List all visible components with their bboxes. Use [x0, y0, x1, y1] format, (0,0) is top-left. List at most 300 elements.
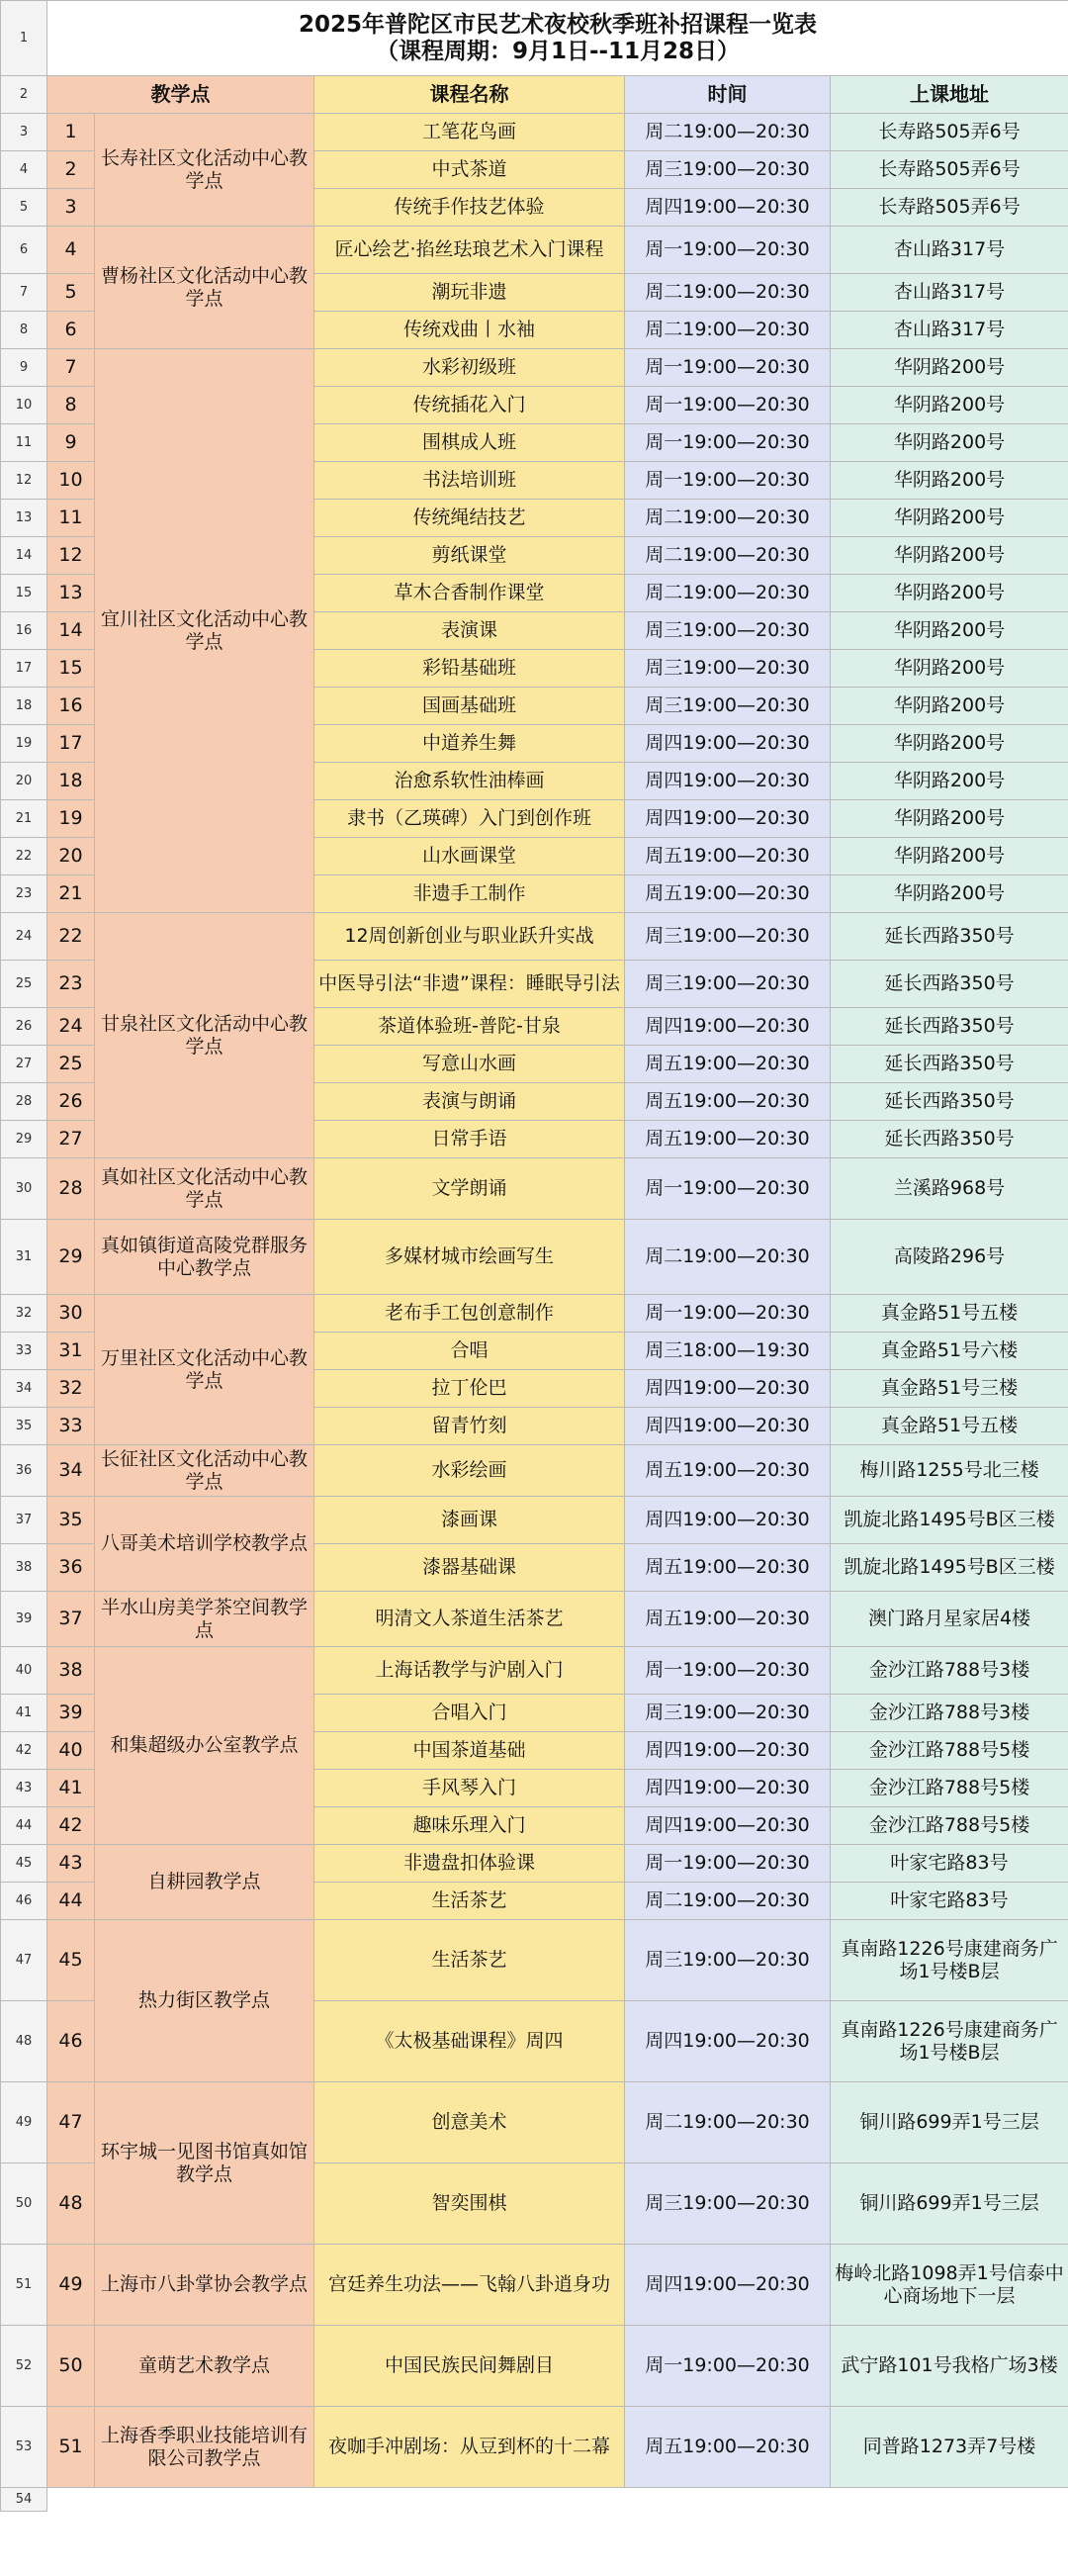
course-address: 武宁路101号我格广场3楼: [831, 2326, 1068, 2407]
row-number: 11: [1, 424, 47, 462]
course-address: 真金路51号五楼: [831, 1295, 1068, 1333]
course-number: 12: [47, 537, 95, 575]
course-time: 周四19:00—20:30: [625, 725, 831, 763]
course-name: 水彩初级班: [314, 349, 625, 387]
row-number: 40: [1, 1647, 47, 1695]
course-number: 29: [47, 1220, 95, 1295]
course-time: 周五19:00—20:30: [625, 838, 831, 875]
course-name: 匠心绘艺·掐丝珐琅艺术入门课程: [314, 227, 625, 274]
course-name: 生活茶艺: [314, 1920, 625, 2001]
course-address: 华阴路200号: [831, 575, 1068, 612]
course-name: 传统插花入门: [314, 387, 625, 424]
course-time: 周一19:00—20:30: [625, 462, 831, 500]
row-number: 34: [1, 1370, 47, 1408]
course-number: 8: [47, 387, 95, 424]
course-time: 周二19:00—20:30: [625, 2082, 831, 2163]
course-name: 拉丁伦巴: [314, 1370, 625, 1408]
course-number: 4: [47, 227, 95, 274]
teaching-site: 真如镇街道高陵党群服务中心教学点: [95, 1220, 314, 1295]
row-number: 21: [1, 800, 47, 838]
course-name: 多媒材城市绘画写生: [314, 1220, 625, 1295]
course-address: 延长西路350号: [831, 1046, 1068, 1083]
course-time: 周二19:00—20:30: [625, 114, 831, 151]
course-address: 华阴路200号: [831, 800, 1068, 838]
row-number: 44: [1, 1807, 47, 1845]
course-time: 周五19:00—20:30: [625, 1121, 831, 1158]
title-line-2: （课程周期：9月1日--11月28日）: [375, 38, 741, 64]
course-name: 漆器基础课: [314, 1544, 625, 1592]
course-number: 35: [47, 1497, 95, 1544]
course-name: 中医导引法“非遗”课程：睡眠导引法: [314, 961, 625, 1008]
course-time: 周一19:00—20:30: [625, 1647, 831, 1695]
course-address: 金沙江路788号5楼: [831, 1770, 1068, 1807]
row-number: 20: [1, 763, 47, 800]
course-number: 30: [47, 1295, 95, 1333]
row-number: 24: [1, 913, 47, 961]
table-row: [1, 1845, 1068, 1883]
table-row: [1, 2082, 1068, 2163]
row-number: 18: [1, 688, 47, 725]
course-time: 周五19:00—20:30: [625, 1544, 831, 1592]
course-address: 真南路1226号康建商务广场1号楼B层: [831, 1920, 1068, 2001]
row-number: 9: [1, 349, 47, 387]
row-number: 19: [1, 725, 47, 763]
teaching-site: 甘泉社区文化活动中心教学点: [95, 913, 314, 1158]
header-time: 时间: [625, 76, 831, 114]
course-time: 周四19:00—20:30: [625, 1732, 831, 1770]
row-number: 27: [1, 1046, 47, 1083]
course-time: 周二19:00—20:30: [625, 500, 831, 537]
course-number: 18: [47, 763, 95, 800]
course-name: 中国民族民间舞剧目: [314, 2326, 625, 2407]
course-time: 周三19:00—20:30: [625, 650, 831, 688]
course-time: 周五19:00—20:30: [625, 875, 831, 913]
course-time: 周三19:00—20:30: [625, 1920, 831, 2001]
course-number: 46: [47, 2001, 95, 2082]
course-time: 周二19:00—20:30: [625, 1220, 831, 1295]
course-time: 周三19:00—20:30: [625, 151, 831, 189]
course-address: 金沙江路788号5楼: [831, 1732, 1068, 1770]
course-address: 梅岭北路1098弄1号信泰中心商场地下一层: [831, 2245, 1068, 2326]
course-name: 治愈系软性油棒画: [314, 763, 625, 800]
course-number: 17: [47, 725, 95, 763]
teaching-site: 童萌艺术教学点: [95, 2326, 314, 2407]
course-address: 叶家宅路83号: [831, 1883, 1068, 1920]
course-name: 老布手工包创意制作: [314, 1295, 625, 1333]
course-time: 周四19:00—20:30: [625, 763, 831, 800]
row-number: 45: [1, 1845, 47, 1883]
teaching-site: 环宇城一见图书馆真如馆教学点: [95, 2082, 314, 2245]
course-address: 华阴路200号: [831, 462, 1068, 500]
course-name: 生活茶艺: [314, 1883, 625, 1920]
course-address: 同普路1273弄7号楼: [831, 2407, 1068, 2488]
course-time: 周一19:00—20:30: [625, 227, 831, 274]
course-time: 周一19:00—20:30: [625, 387, 831, 424]
course-address: 凯旋北路1495号B区三楼: [831, 1497, 1068, 1544]
course-name: 夜咖手冲剧场：从豆到杯的十二幕: [314, 2407, 625, 2488]
course-address: 高陵路296号: [831, 1220, 1068, 1295]
course-time: 周二19:00—20:30: [625, 575, 831, 612]
row-number: 42: [1, 1732, 47, 1770]
course-number: 15: [47, 650, 95, 688]
course-address: 华阴路200号: [831, 424, 1068, 462]
course-name: 《太极基础课程》周四: [314, 2001, 625, 2082]
teaching-site: 上海市八卦掌协会教学点: [95, 2245, 314, 2326]
table-row: [1, 114, 1068, 151]
row-number: 17: [1, 650, 47, 688]
course-address: 延长西路350号: [831, 1008, 1068, 1046]
course-address: 铜川路699弄1号三层: [831, 2082, 1068, 2163]
course-name: 上海话教学与沪剧入门: [314, 1647, 625, 1695]
course-name: 中道养生舞: [314, 725, 625, 763]
row-number: 46: [1, 1883, 47, 1920]
course-name: 潮玩非遗: [314, 274, 625, 312]
title-row: [1, 1, 1068, 76]
row-number: 13: [1, 500, 47, 537]
course-time: 周四19:00—20:30: [625, 1770, 831, 1807]
row-number: 37: [1, 1497, 47, 1544]
row-number: 30: [1, 1158, 47, 1220]
row-number: 16: [1, 612, 47, 650]
course-address: 延长西路350号: [831, 913, 1068, 961]
row-number: 47: [1, 1920, 47, 2001]
course-address: 金沙江路788号3楼: [831, 1647, 1068, 1695]
course-address: 凯旋北路1495号B区三楼: [831, 1544, 1068, 1592]
course-address: 华阴路200号: [831, 349, 1068, 387]
row-number: 43: [1, 1770, 47, 1807]
course-number: 42: [47, 1807, 95, 1845]
course-time: 周五19:00—20:30: [625, 2407, 831, 2488]
course-name: 表演与朗诵: [314, 1083, 625, 1121]
row-number: 28: [1, 1083, 47, 1121]
row-number: 32: [1, 1295, 47, 1333]
course-number: 20: [47, 838, 95, 875]
course-time: 周四19:00—20:30: [625, 1497, 831, 1544]
course-number: 10: [47, 462, 95, 500]
course-address: 延长西路350号: [831, 1083, 1068, 1121]
course-address: 铜川路699弄1号三层: [831, 2163, 1068, 2245]
course-address: 真南路1226号康建商务广场1号楼B层: [831, 2001, 1068, 2082]
row-number: 49: [1, 2082, 47, 2163]
course-number: 34: [47, 1445, 95, 1497]
title-line-1: 2025年普陀区市民艺术夜校秋季班补招课程一览表: [299, 11, 818, 38]
row-number: 54: [1, 2488, 47, 2512]
teaching-site: 宜川社区文化活动中心教学点: [95, 349, 314, 913]
row-number: 51: [1, 2245, 47, 2326]
course-number: 41: [47, 1770, 95, 1807]
row-number: 25: [1, 961, 47, 1008]
header-site: 教学点: [47, 76, 314, 114]
table-row: [1, 1647, 1068, 1695]
course-time: 周二19:00—20:30: [625, 274, 831, 312]
row-number: 31: [1, 1220, 47, 1295]
course-name: 留青竹刻: [314, 1408, 625, 1445]
course-number: 33: [47, 1408, 95, 1445]
teaching-site: 长寿社区文化活动中心教学点: [95, 114, 314, 227]
course-address: 梅川路1255号北三楼: [831, 1445, 1068, 1497]
course-address: 华阴路200号: [831, 387, 1068, 424]
course-time: 周四19:00—20:30: [625, 2001, 831, 2082]
course-time: 周三19:00—20:30: [625, 1695, 831, 1732]
row-number: 3: [1, 114, 47, 151]
course-number: 21: [47, 875, 95, 913]
course-address: 真金路51号三楼: [831, 1370, 1068, 1408]
course-name: 草木合香制作课堂: [314, 575, 625, 612]
teaching-site: 和集超级办公室教学点: [95, 1647, 314, 1845]
course-name: 表演课: [314, 612, 625, 650]
course-address: 叶家宅路83号: [831, 1845, 1068, 1883]
teaching-site: 热力街区教学点: [95, 1920, 314, 2082]
course-name: 非遗盘扣体验课: [314, 1845, 625, 1883]
course-name: 传统绳结技艺: [314, 500, 625, 537]
course-time: 周五19:00—20:30: [625, 1592, 831, 1647]
course-time: 周一19:00—20:30: [625, 1295, 831, 1333]
row-number: 50: [1, 2163, 47, 2245]
course-time: 周四19:00—20:30: [625, 1370, 831, 1408]
row-number: 38: [1, 1544, 47, 1592]
course-number: 43: [47, 1845, 95, 1883]
course-name: 彩铅基础班: [314, 650, 625, 688]
course-number: 45: [47, 1920, 95, 2001]
header-row: [1, 76, 1068, 114]
row-number: 52: [1, 2326, 47, 2407]
course-address: 长寿路505弄6号: [831, 151, 1068, 189]
course-time: 周四19:00—20:30: [625, 189, 831, 227]
course-time: 周五19:00—20:30: [625, 1083, 831, 1121]
table-row: [1, 2326, 1068, 2407]
course-name: 文学朗诵: [314, 1158, 625, 1220]
course-time: 周二19:00—20:30: [625, 1883, 831, 1920]
row-number: 1: [1, 1, 47, 76]
table-row: [1, 1497, 1068, 1544]
row-number: 4: [1, 151, 47, 189]
course-name: 写意山水画: [314, 1046, 625, 1083]
course-time: 周四19:00—20:30: [625, 1807, 831, 1845]
course-address: 真金路51号六楼: [831, 1333, 1068, 1370]
row-number: 39: [1, 1592, 47, 1647]
table-row: [1, 1592, 1068, 1647]
teaching-site: 曹杨社区文化活动中心教学点: [95, 227, 314, 349]
empty-cell: [47, 2488, 1068, 2512]
course-number: 26: [47, 1083, 95, 1121]
course-time: 周四19:00—20:30: [625, 1408, 831, 1445]
course-number: 32: [47, 1370, 95, 1408]
course-number: 50: [47, 2326, 95, 2407]
course-address: 真金路51号五楼: [831, 1408, 1068, 1445]
row-number: 41: [1, 1695, 47, 1732]
course-name: 剪纸课堂: [314, 537, 625, 575]
course-time: 周一19:00—20:30: [625, 2326, 831, 2407]
course-address: 华阴路200号: [831, 612, 1068, 650]
course-number: 36: [47, 1544, 95, 1592]
table-row: [1, 227, 1068, 274]
course-number: 28: [47, 1158, 95, 1220]
course-address: 华阴路200号: [831, 725, 1068, 763]
teaching-site: 八哥美术培训学校教学点: [95, 1497, 314, 1592]
row-number: 2: [1, 76, 47, 114]
header-course: 课程名称: [314, 76, 625, 114]
page-title: [47, 1, 1068, 76]
course-number: 27: [47, 1121, 95, 1158]
row-number: 48: [1, 2001, 47, 2082]
course-address: 澳门路月星家居4楼: [831, 1592, 1068, 1647]
course-time: 周五19:00—20:30: [625, 1445, 831, 1497]
row-number: 33: [1, 1333, 47, 1370]
table-row: [1, 1295, 1068, 1333]
course-time: 周三19:00—20:30: [625, 913, 831, 961]
course-number: 19: [47, 800, 95, 838]
course-name: 漆画课: [314, 1497, 625, 1544]
course-time: 周二19:00—20:30: [625, 312, 831, 349]
course-name: 中式茶道: [314, 151, 625, 189]
course-number: 25: [47, 1046, 95, 1083]
course-number: 40: [47, 1732, 95, 1770]
teaching-site: 上海香季职业技能培训有限公司教学点: [95, 2407, 314, 2488]
course-time: 周一19:00—20:30: [625, 1845, 831, 1883]
course-name: 山水画课堂: [314, 838, 625, 875]
course-time: 周四19:00—20:30: [625, 2245, 831, 2326]
teaching-site: 万里社区文化活动中心教学点: [95, 1295, 314, 1445]
course-address: 杏山路317号: [831, 227, 1068, 274]
row-number: 5: [1, 189, 47, 227]
course-name: 国画基础班: [314, 688, 625, 725]
course-name: 合唱: [314, 1333, 625, 1370]
course-address: 华阴路200号: [831, 875, 1068, 913]
table-row: [1, 2245, 1068, 2326]
course-time: 周一19:00—20:30: [625, 424, 831, 462]
row-number: 7: [1, 274, 47, 312]
row-number: 22: [1, 838, 47, 875]
course-address: 华阴路200号: [831, 650, 1068, 688]
course-number: 14: [47, 612, 95, 650]
course-time: 周五19:00—20:30: [625, 1046, 831, 1083]
course-address: 华阴路200号: [831, 763, 1068, 800]
course-name: 非遗手工制作: [314, 875, 625, 913]
course-name: 传统手作技艺体验: [314, 189, 625, 227]
row-number: 26: [1, 1008, 47, 1046]
teaching-site: 长征社区文化活动中心教学点: [95, 1445, 314, 1497]
course-address: 杏山路317号: [831, 274, 1068, 312]
course-address: 华阴路200号: [831, 838, 1068, 875]
course-address: 华阴路200号: [831, 500, 1068, 537]
row-number: 15: [1, 575, 47, 612]
course-address: 延长西路350号: [831, 1121, 1068, 1158]
course-number: 1: [47, 114, 95, 151]
course-address: 华阴路200号: [831, 537, 1068, 575]
row-number: 12: [1, 462, 47, 500]
course-name: 传统戏曲丨水袖: [314, 312, 625, 349]
course-number: 9: [47, 424, 95, 462]
course-time: 周三19:00—20:30: [625, 688, 831, 725]
table-row-empty: [1, 2488, 1068, 2512]
course-time: 周二19:00—20:30: [625, 537, 831, 575]
course-time: 周一19:00—20:30: [625, 1158, 831, 1220]
course-address: 金沙江路788号5楼: [831, 1807, 1068, 1845]
course-number: 38: [47, 1647, 95, 1695]
course-number: 51: [47, 2407, 95, 2488]
teaching-site: 真如社区文化活动中心教学点: [95, 1158, 314, 1220]
row-number: 53: [1, 2407, 47, 2488]
course-name: 中国茶道基础: [314, 1732, 625, 1770]
course-address: 金沙江路788号3楼: [831, 1695, 1068, 1732]
course-name: 围棋成人班: [314, 424, 625, 462]
course-number: 31: [47, 1333, 95, 1370]
course-number: 44: [47, 1883, 95, 1920]
course-number: 47: [47, 2082, 95, 2163]
course-time: 周四19:00—20:30: [625, 1008, 831, 1046]
course-name: 书法培训班: [314, 462, 625, 500]
course-number: 2: [47, 151, 95, 189]
course-name: 隶书（乙瑛碑）入门到创作班: [314, 800, 625, 838]
course-number: 37: [47, 1592, 95, 1647]
course-number: 48: [47, 2163, 95, 2245]
course-address: 延长西路350号: [831, 961, 1068, 1008]
row-number: 35: [1, 1408, 47, 1445]
course-name: 茶道体验班-普陀-甘泉: [314, 1008, 625, 1046]
course-name: 12周创新创业与职业跃升实战: [314, 913, 625, 961]
course-number: 5: [47, 274, 95, 312]
table-row: [1, 1158, 1068, 1220]
course-address: 兰溪路968号: [831, 1158, 1068, 1220]
header-address: 上课地址: [831, 76, 1068, 114]
course-address: 长寿路505弄6号: [831, 114, 1068, 151]
row-number: 10: [1, 387, 47, 424]
row-number: 6: [1, 227, 47, 274]
row-number: 14: [1, 537, 47, 575]
course-number: 39: [47, 1695, 95, 1732]
course-name: 智奕围棋: [314, 2163, 625, 2245]
course-name: 趣味乐理入门: [314, 1807, 625, 1845]
course-name: 创意美术: [314, 2082, 625, 2163]
course-number: 24: [47, 1008, 95, 1046]
course-time: 周三18:00—19:30: [625, 1333, 831, 1370]
course-time: 周三19:00—20:30: [625, 961, 831, 1008]
course-time: 周三19:00—20:30: [625, 612, 831, 650]
course-name: 合唱入门: [314, 1695, 625, 1732]
table-row: [1, 913, 1068, 961]
course-name: 水彩绘画: [314, 1445, 625, 1497]
course-time: 周一19:00—20:30: [625, 349, 831, 387]
row-number: 29: [1, 1121, 47, 1158]
course-name: 工笔花鸟画: [314, 114, 625, 151]
course-number: 16: [47, 688, 95, 725]
course-number: 6: [47, 312, 95, 349]
row-number: 23: [1, 875, 47, 913]
course-name: 宫廷养生功法——飞翰八卦逍身功: [314, 2245, 625, 2326]
course-number: 22: [47, 913, 95, 961]
course-address: 杏山路317号: [831, 312, 1068, 349]
table-row: [1, 1220, 1068, 1295]
course-number: 7: [47, 349, 95, 387]
teaching-site: 自耕园教学点: [95, 1845, 314, 1920]
course-number: 3: [47, 189, 95, 227]
table-row: [1, 349, 1068, 387]
course-name: 明清文人茶道生活茶艺: [314, 1592, 625, 1647]
course-number: 23: [47, 961, 95, 1008]
course-address: 华阴路200号: [831, 688, 1068, 725]
course-time: 周四19:00—20:30: [625, 800, 831, 838]
course-time: 周三19:00—20:30: [625, 2163, 831, 2245]
course-address: 长寿路505弄6号: [831, 189, 1068, 227]
table-row: [1, 1445, 1068, 1497]
course-number: 13: [47, 575, 95, 612]
row-number: 8: [1, 312, 47, 349]
course-name: 手风琴入门: [314, 1770, 625, 1807]
table-row: [1, 2407, 1068, 2488]
course-name: 日常手语: [314, 1121, 625, 1158]
row-number: 36: [1, 1445, 47, 1497]
teaching-site: 半水山房美学茶空间教学点: [95, 1592, 314, 1647]
